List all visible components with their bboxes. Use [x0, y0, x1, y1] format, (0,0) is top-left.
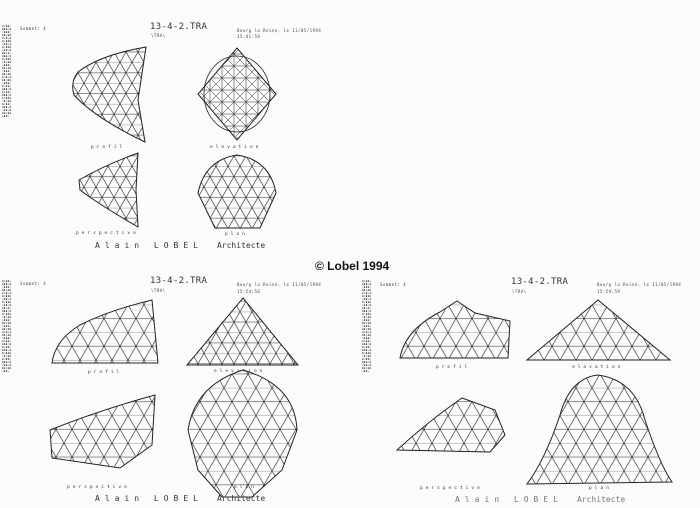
sheet-title: 13-4-2.TRA	[511, 277, 569, 287]
plan-mesh-2	[188, 370, 297, 497]
architect-role: Architecte	[216, 494, 266, 503]
label-perspective: perspective	[76, 231, 139, 236]
sheet-subtitle: \TRA\	[151, 288, 166, 293]
side-listing-2: ▮▯▮▮▯▮▮▮▯▮▯▮▮▮▯▮▮▯▮▮▮▯▮▯▮▮▯▮▮▮▯▮▮▯▮▮▯▮▮▮▯▮▮▯▮▮▮▯▮▯▮▮▮▯▮▮▯▮▮▮▯▮▯▮▮▯▮▮▮▯▮▮▯▮▮▯▮▮▮▯▮▮▯▮▮▮▯▮▯▮▮▮▯▮▮▯▮▮▮▯▮▯▮▮▯▮▮▮▯▮▮▯▮▮▯▮▮▮▯▮▮▯▮▮▮▯▮▯▮▮▮▯▮▮▯▮▮▮▯▮▯▮▮▯▮▮▮▯▮▮▯▮▮▯	[2, 280, 12, 373]
side-listing-1: ▮▯▮▮▯▮▮▮▯▮▯▮▮▮▯▮▮▯▮▮▮▯▮▯▮▮▯▮▮▮▯▮▮▯▮▮▯▮▮▮▯▮▮▯▮▮▮▯▮▯▮▮▮▯▮▮▯▮▮▮▯▮▯▮▮▯▮▮▮▯▮▮▯▮▮▯▮▮▮▯▮▮▯▮▮▮▯▮▯▮▮▮▯▮▮▯▮▮▮▯▮▯▮▮▯▮▮▮▯▮▮▯▮▮▯▮▮▮▯▮▮▯▮▮▮▯▮▯▮▮▮▯▮▮▯▮▮▮▯▮▯▮▮▯▮▮▮▯▮▮▯▮▮▯	[2, 25, 12, 118]
side-listing-3: ▮▯▮▮▯▮▮▮▯▮▯▮▮▮▯▮▮▯▮▮▮▯▮▯▮▮▯▮▮▮▯▮▮▯▮▮▯▮▮▮▯▮▮▯▮▮▮▯▮▯▮▮▮▯▮▮▯▮▮▮▯▮▯▮▮▯▮▮▮▯▮▮▯▮▮▯▮▮▮▯▮▮▯▮▮▮▯▮▯▮▮▮▯▮▮▯▮▮▮▯▮▯▮▮▯▮▮▮▯▮▮▯▮▮▯▮▮▮▯▮▮▯▮▮▮▯▮▯▮▮▮▯▮▮▯▮▮▮▯▮▯▮▮▯▮▮▮▯▮▮▯▮▮▯	[362, 280, 372, 373]
profil-mesh-1	[73, 47, 146, 142]
label-profil: profil	[91, 145, 126, 150]
signature	[95, 241, 265, 250]
perspective-mesh-1	[79, 153, 138, 227]
label-perspective: perspective	[67, 485, 130, 490]
plan-mesh-1	[198, 155, 276, 228]
profil-mesh-2	[52, 300, 158, 363]
perspective-mesh-2	[50, 395, 155, 468]
elevation-mesh-3	[527, 300, 670, 360]
plan-mesh-3	[527, 375, 672, 484]
signature	[95, 494, 265, 503]
sommet-label: Sommet: 4	[380, 282, 407, 287]
architect-name: Alain LOBEL	[95, 241, 203, 250]
perspective-mesh-3	[397, 398, 505, 452]
architect-role: Architecte	[216, 241, 266, 250]
label-elevation: elevation	[214, 369, 266, 374]
sommet-label: Sommet: 4	[20, 281, 47, 286]
place-date: Bourg la Reine, le 11/05/1994	[237, 28, 322, 33]
sheet-subtitle: \TRA\	[151, 33, 166, 38]
profil-mesh-3	[400, 301, 510, 358]
label-plan: plan	[225, 232, 248, 237]
label-perspective: perspective	[420, 486, 483, 491]
elevation-mesh-1	[198, 48, 276, 140]
place-date: Bourg la Reine, le 11/05/1994	[597, 282, 682, 287]
label-elevation: elevation	[210, 145, 262, 150]
time: 15:54:56	[237, 289, 261, 294]
time: 15:59:59	[597, 289, 621, 294]
label-plan: plan	[234, 485, 257, 490]
architect-role: Architecte	[576, 495, 626, 504]
sommet-label: Sommet: 4	[20, 26, 47, 31]
copyright: © Lobel 1994	[315, 259, 390, 273]
place-date: Bourg la Reine, le 11/05/1994	[237, 282, 322, 287]
time: 15:41:59	[237, 34, 261, 39]
label-plan: plan	[589, 486, 612, 491]
sheet-title: 13-4-2.TRA	[150, 276, 208, 286]
elevation-mesh-2	[187, 298, 298, 365]
label-profil: profil	[88, 370, 123, 375]
architect-name: Alain LOBEL	[95, 494, 203, 503]
signature	[455, 495, 625, 504]
label-elevation: elevation	[572, 365, 624, 370]
sheet-subtitle: \TRA\	[512, 289, 527, 294]
architect-name: Alain LOBEL	[455, 495, 563, 504]
sheet-title: 13-4-2.TRA	[150, 22, 208, 32]
label-profil: profil	[436, 365, 471, 370]
